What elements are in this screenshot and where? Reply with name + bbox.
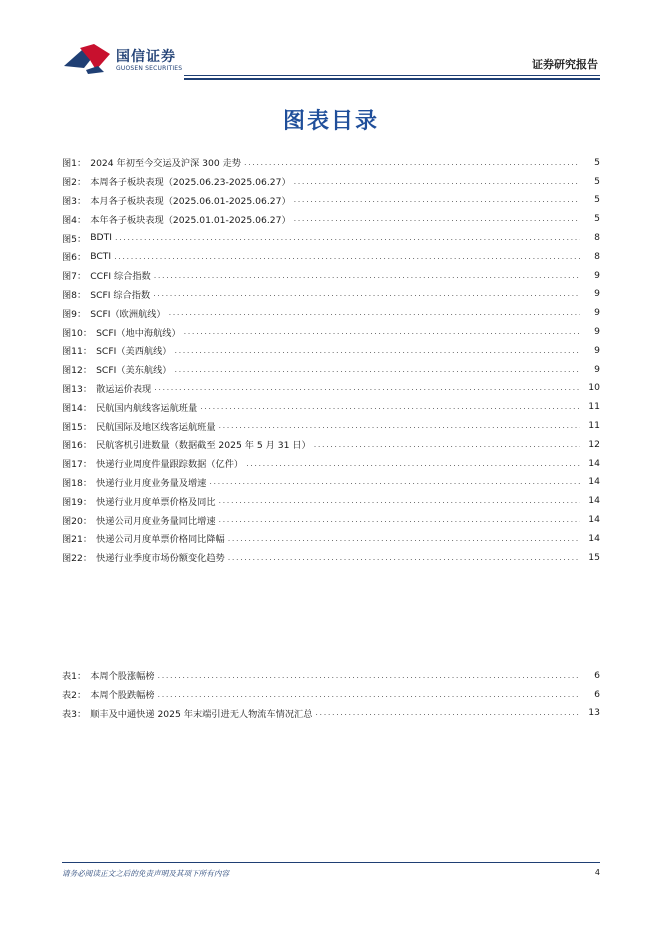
figure-toc-entry[interactable] [62, 379, 600, 398]
table-toc-entry[interactable] [62, 704, 600, 723]
figure-toc-entry[interactable] [62, 397, 600, 416]
figure-toc-entry[interactable] [62, 360, 600, 379]
toc-entry-label: 图3： [62, 195, 87, 207]
figure-toc-entry[interactable] [62, 454, 600, 473]
toc-entry-label: 图6： [62, 252, 87, 264]
toc-entry-title: 散运运价表现 [96, 383, 152, 395]
figure-toc-entry[interactable] [62, 473, 600, 492]
toc-entry-page: 14 [588, 495, 600, 507]
toc-entry-label: 图10： [62, 327, 93, 339]
toc-entry-label: 图15： [62, 421, 93, 433]
toc-leader-dots [219, 496, 580, 505]
toc-entry-page: 6 [594, 688, 600, 700]
figure-toc-entry[interactable] [62, 153, 600, 172]
toc-entry-page: 14 [588, 532, 600, 544]
figure-toc-entry[interactable] [62, 341, 600, 360]
toc-entry-title: BDTI [90, 232, 112, 244]
toc-entry-title: 快递行业周度件量跟踪数据（亿件） [96, 459, 244, 471]
page-header [62, 42, 600, 78]
guosen-logo-icon [62, 44, 112, 74]
toc-entry-title: 快递行业季度市场份额变化趋势 [96, 553, 225, 565]
toc-entry-page: 5 [594, 156, 600, 168]
toc-leader-dots [154, 383, 580, 392]
toc-entry-label: 表1： [62, 671, 87, 683]
toc-entry-title: 快递行业月度单票价格及同比 [96, 496, 216, 508]
footer-disclaimer: 请务必阅读正文之后的免责声明及其项下所有内容 [62, 869, 230, 878]
toc-entry-page: 14 [588, 457, 600, 469]
toc-leader-dots [174, 346, 580, 355]
toc-entry-title: 民航国内航线客运航班量 [96, 402, 198, 414]
figure-toc-entry[interactable] [62, 303, 600, 322]
toc-entry-label: 图12： [62, 365, 93, 377]
toc-entry-title: SCFI（地中海航线） [96, 327, 181, 339]
toc-leader-dots [153, 289, 580, 298]
toc-leader-dots [154, 271, 580, 280]
page-title: 图表目录 [282, 109, 379, 134]
toc-entry-title: 民航国际及地区线客运航班量 [96, 421, 216, 433]
figure-toc-entry[interactable] [62, 416, 600, 435]
figure-toc-entry[interactable] [62, 247, 600, 266]
toc-entry-label: 图13： [62, 383, 93, 395]
toc-entry-page: 9 [594, 344, 600, 356]
toc-leader-dots [315, 708, 580, 717]
figure-toc-entry[interactable] [62, 266, 600, 285]
toc-entry-page: 5 [594, 213, 600, 225]
toc-entry-title: 本周个股跌幅榜 [90, 690, 155, 702]
guosen-logo [62, 42, 262, 76]
toc-leader-dots [200, 402, 580, 411]
toc-entry-label: 图11： [62, 346, 93, 358]
toc-entry-page: 14 [588, 476, 600, 488]
figure-toc-entry[interactable] [62, 209, 600, 228]
page-number: 4 [594, 868, 600, 877]
toc-entry-label: 图18： [62, 477, 93, 489]
toc-entry-page: 5 [594, 194, 600, 206]
toc-entry-label: 表2： [62, 690, 87, 702]
toc-entry-title: 快递行业月度业务量及增速 [96, 477, 207, 489]
toc-entry-page: 5 [594, 175, 600, 187]
toc-leader-dots [294, 177, 580, 186]
toc-leader-dots [169, 308, 580, 317]
toc-entry-label: 图9： [62, 308, 87, 320]
table-toc-entry[interactable] [62, 666, 600, 685]
toc-entry-title: SCFI（欧洲航线） [90, 308, 166, 320]
figure-toc-entry[interactable] [62, 435, 600, 454]
toc-entry-label: 图19： [62, 496, 93, 508]
toc-entry-label: 图5： [62, 233, 87, 245]
toc-entry-title: 快递公司月度单票价格同比降幅 [96, 534, 225, 546]
toc-leader-dots [228, 553, 580, 562]
toc-leader-dots [209, 477, 580, 486]
toc-entry-label: 图17： [62, 459, 93, 471]
toc-entry-label: 图22： [62, 553, 93, 565]
toc-entry-label: 图8： [62, 289, 87, 301]
toc-leader-dots [158, 690, 580, 699]
toc-entry-title: 本周个股涨幅榜 [90, 671, 155, 683]
logo-text-en: GUOSEN SECURITIES [116, 65, 183, 72]
table-toc-entry[interactable] [62, 685, 600, 704]
toc-entry-title: 民航客机引进数量（数据截至 2025 年 5 月 31 日） [96, 440, 311, 452]
toc-entry-label: 图14： [62, 402, 93, 414]
toc-entry-page: 11 [588, 420, 600, 432]
toc-entry-label: 图7： [62, 271, 87, 283]
toc-entry-title: CCFI 综合指数 [90, 271, 151, 283]
report-type-label: 证券研究报告 [532, 58, 598, 71]
toc-entry-title: SCFI（美西航线） [96, 346, 172, 358]
toc-entry-title: SCFI 综合指数 [90, 289, 151, 301]
toc-entry-page: 13 [588, 707, 600, 719]
toc-entry-page: 14 [588, 514, 600, 526]
toc-entry-label: 表3： [62, 708, 87, 720]
figure-list [62, 153, 600, 567]
logo-text-cn: 国信证券 [116, 49, 176, 65]
figure-toc-entry[interactable] [62, 285, 600, 304]
toc-entry-page: 15 [588, 551, 600, 563]
toc-entry-page: 6 [594, 669, 600, 681]
toc-entry-title: 本月各子板块表现（2025.06.01-2025.06.27） [90, 195, 291, 207]
header-divider-thick [184, 78, 600, 80]
toc-entry-page: 10 [588, 382, 600, 394]
toc-entry-page: 9 [594, 269, 600, 281]
toc-leader-dots [219, 421, 580, 430]
toc-entry-label: 图1： [62, 158, 87, 170]
toc-entry-page: 8 [594, 232, 600, 244]
toc-leader-dots [244, 158, 580, 167]
toc-entry-label: 图20： [62, 515, 93, 527]
header-divider-thin [184, 75, 600, 76]
toc-entry-title: SCFI（美东航线） [96, 365, 172, 377]
toc-leader-dots [246, 459, 580, 468]
footer-divider [62, 862, 600, 863]
toc-entry-title: BCTI [90, 250, 112, 262]
toc-leader-dots [314, 440, 580, 449]
figure-toc-entry[interactable] [62, 191, 600, 210]
toc-entry-page: 9 [594, 363, 600, 375]
figure-toc-entry[interactable] [62, 548, 600, 567]
toc-entry-page: 11 [588, 401, 600, 413]
figure-toc-entry[interactable] [62, 172, 600, 191]
figure-toc-entry[interactable] [62, 510, 600, 529]
toc-leader-dots [184, 327, 580, 336]
toc-leader-dots [115, 233, 580, 242]
toc-entry-label: 图16： [62, 440, 93, 452]
toc-entry-title: 顺丰及中通快递 2025 年末端引进无人物流车情况汇总 [90, 708, 313, 720]
toc-entry-title: 快递公司月度业务量同比增速 [96, 515, 216, 527]
toc-leader-dots [228, 534, 580, 543]
toc-leader-dots [294, 195, 580, 204]
table-list [62, 666, 600, 722]
toc-entry-label: 图21： [62, 534, 93, 546]
toc-entry-title: 2024 年初至今交运及沪深 300 走势 [90, 158, 241, 170]
toc-leader-dots [114, 252, 580, 261]
toc-entry-page: 8 [594, 250, 600, 262]
toc-leader-dots [158, 671, 580, 680]
toc-entry-label: 图4： [62, 214, 87, 226]
figure-toc-entry[interactable] [62, 529, 600, 548]
figure-toc-entry[interactable] [62, 322, 600, 341]
figure-toc-entry[interactable] [62, 491, 600, 510]
toc-entry-page: 12 [588, 438, 600, 450]
toc-leader-dots [174, 365, 580, 374]
figure-toc-entry[interactable] [62, 228, 600, 247]
toc-leader-dots [219, 515, 580, 524]
toc-entry-page: 9 [594, 288, 600, 300]
toc-entry-title: 本年各子板块表现（2025.01.01-2025.06.27） [90, 214, 291, 226]
toc-leader-dots [294, 214, 580, 223]
toc-entry-page: 9 [594, 307, 600, 319]
toc-entry-title: 本周各子板块表现（2025.06.23-2025.06.27） [90, 177, 291, 189]
toc-entry-label: 图2： [62, 177, 87, 189]
toc-entry-page: 9 [594, 326, 600, 338]
